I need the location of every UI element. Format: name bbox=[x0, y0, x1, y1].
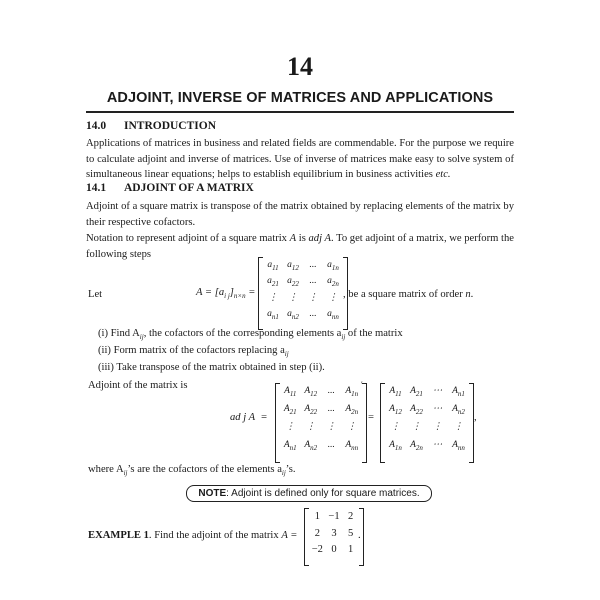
be-square-text: , be a square matrix of order bbox=[343, 289, 463, 300]
title-rule bbox=[86, 111, 514, 113]
order-symbol: n bbox=[465, 289, 471, 300]
section-number: 14.0 bbox=[86, 120, 107, 132]
matrix-cell: $A_{22}$ bbox=[410, 404, 423, 416]
matrix-cell: ... bbox=[327, 440, 335, 450]
matrix-cell: ... bbox=[327, 404, 335, 414]
matrix-cell: 5 bbox=[348, 527, 354, 539]
matrix-cell: ⋮ bbox=[268, 292, 278, 303]
step-subscript: ij bbox=[284, 350, 289, 358]
section-title: INTRODUCTION bbox=[124, 120, 217, 132]
matrix-cell: ⋯ bbox=[432, 440, 443, 450]
adjoint-definition: Adjoint of a square matrix is transpose of the matrix obtained by replacing elements of the matrix by their respective cofactors. bbox=[86, 201, 514, 228]
matrix-cell: $a_{n2}$ bbox=[287, 308, 299, 321]
cell-subscript: n2 bbox=[291, 312, 299, 321]
let-label: Let bbox=[88, 289, 103, 300]
matrix-cell: $A_{21}$ bbox=[410, 386, 423, 398]
matrix-cell: ⋮ bbox=[285, 422, 295, 432]
matrix-cell: ... bbox=[309, 276, 317, 287]
matrix-cell: ⋮ bbox=[326, 422, 336, 432]
cell-subscript: 11 bbox=[272, 264, 279, 272]
general-matrix-a bbox=[258, 258, 348, 329]
matrix-cell: ⋮ bbox=[288, 292, 298, 303]
adjoint-intro: Adjoint of the matrix is bbox=[88, 380, 188, 391]
cofactor-matrix bbox=[275, 384, 367, 462]
where-text: ’s are the cofactors of the elements a bbox=[127, 464, 282, 475]
step-3: (iii) Take transpose of the matrix obtained in step (ii). bbox=[98, 362, 325, 373]
matrix-cell: 0 bbox=[331, 544, 337, 556]
example-text: . Find the adjoint of the matrix bbox=[148, 530, 279, 541]
cell-subscript: 12 bbox=[310, 390, 318, 398]
matrix-cell: $a_{22}$ bbox=[287, 276, 299, 289]
matrix-cell: $A_{n1}$ bbox=[452, 386, 465, 398]
section-title: ADJOINT OF A MATRIX bbox=[124, 182, 254, 194]
cell-subscript: nn bbox=[457, 444, 465, 452]
cell-subscript: 1n bbox=[331, 264, 339, 272]
matrix-cell: −2 bbox=[311, 544, 323, 556]
matrix-cell: $a_{1n}$ bbox=[327, 260, 339, 272]
matrix-cell: $A_{11}$ bbox=[284, 386, 297, 398]
notation-text: is bbox=[298, 233, 306, 244]
matrix-cell: ... bbox=[309, 308, 317, 319]
step-subscript: ij bbox=[341, 333, 346, 341]
cell-subscript: 22 bbox=[310, 408, 318, 416]
matrix-cell: ⋮ bbox=[411, 422, 422, 432]
cell-subscript: nn bbox=[331, 312, 339, 321]
lhs-subscript: i j bbox=[224, 292, 230, 300]
matrix-cell: $a_{2n}$ bbox=[327, 276, 339, 289]
cell-subscript: 2n bbox=[415, 444, 423, 452]
adj-label: ad j A = bbox=[230, 412, 268, 423]
matrix-cell: ⋮ bbox=[432, 422, 443, 432]
matrix-cell: 2 bbox=[314, 527, 320, 539]
cell-subscript: 11 bbox=[289, 390, 297, 398]
step-2 bbox=[98, 345, 289, 358]
period: . bbox=[358, 530, 361, 541]
matrix-cell: $A_{12}$ bbox=[304, 386, 318, 398]
where-text: ’s. bbox=[285, 464, 296, 475]
matrix-cell: ⋮ bbox=[347, 422, 357, 432]
notation-symbol: A bbox=[289, 233, 297, 244]
intro-text: Applications of matrices in business and related fields are commendable. For the purpose we require to calculate adjoint and inverse of matrices. Use of inverse of matrices make easy to solve system of simultaneous linear equations; helps to establish equilibrium in business activities bbox=[86, 138, 514, 180]
matrix-cell: $A_{nn}$ bbox=[452, 440, 465, 452]
matrix-cell: $a_{n1}$ bbox=[267, 308, 279, 321]
matrix-cell: 2 bbox=[348, 511, 354, 522]
step-subscript: ij bbox=[139, 333, 144, 341]
matrix-cell: $A_{2n}$ bbox=[410, 440, 423, 452]
matrix-cell: 1 bbox=[348, 544, 354, 556]
section-heading-intro bbox=[86, 120, 216, 132]
cell-subscript: 12 bbox=[394, 408, 402, 416]
matrix-cell: $A_{11}$ bbox=[389, 386, 402, 398]
section-heading-adjoint bbox=[86, 182, 254, 194]
matrix-cell: −1 bbox=[328, 511, 340, 522]
cell-subscript: 22 bbox=[415, 408, 423, 416]
equals-sign: = bbox=[368, 412, 374, 423]
matrix-cell: $a_{21}$ bbox=[267, 276, 279, 289]
cell-subscript: nn bbox=[351, 444, 359, 452]
cell-subscript: 1n bbox=[394, 444, 402, 452]
cell-subscript: 21 bbox=[415, 390, 423, 398]
matrix-cell: $a_{12}$ bbox=[287, 260, 299, 272]
where-subscript: ij bbox=[123, 469, 128, 477]
step-text: (ii) Form matrix of the cofactors replacing a bbox=[98, 345, 285, 356]
step-text: , the cofactors of the corresponding elements a bbox=[143, 328, 342, 339]
cell-subscript: n2 bbox=[457, 408, 465, 416]
transpose-matrix bbox=[380, 384, 474, 462]
cell-subscript: n1 bbox=[289, 444, 297, 452]
cell-subscript: n1 bbox=[457, 390, 465, 398]
matrix-definition-lhs: $A = [a_{i j}]_{n\times n}$ = bbox=[196, 287, 256, 300]
matrix-cell: 3 bbox=[331, 527, 337, 539]
matrix-cell: $A_{1n}$ bbox=[345, 386, 359, 398]
section-number: 14.1 bbox=[86, 182, 107, 194]
matrix-cell: ⋮ bbox=[390, 422, 401, 432]
chapter-title: ADJOINT, INVERSE OF MATRICES AND APPLICATIONS bbox=[106, 90, 494, 106]
note-text: : Adjoint is defined only for square matrices. bbox=[226, 488, 420, 499]
matrix-cell: $A_{22}$ bbox=[304, 404, 318, 416]
matrix-cell: 1 bbox=[314, 511, 320, 522]
step-text: (i) Find A bbox=[98, 328, 140, 339]
cell-subscript: 21 bbox=[271, 280, 279, 289]
matrix-cell: $A_{n1}$ bbox=[283, 440, 297, 452]
matrix-cell: ⋮ bbox=[306, 422, 316, 432]
step-1 bbox=[98, 328, 403, 341]
matrix-cell: $A_{nn}$ bbox=[345, 440, 359, 452]
notation-text: Notation to represent adjoint of a square matrix bbox=[86, 233, 287, 244]
where-text: where A bbox=[88, 464, 124, 475]
example-label: EXAMPLE 1 bbox=[88, 530, 149, 541]
matrix-cell: ⋮ bbox=[328, 292, 338, 303]
cell-subscript: 2n bbox=[351, 408, 359, 416]
intro-etc: etc. bbox=[435, 169, 451, 180]
matrix-cell: $A_{n2}$ bbox=[452, 404, 465, 416]
square-matrix-note: , be a square matrix of order n. bbox=[343, 289, 474, 300]
lhs-text: A = [a bbox=[196, 287, 225, 298]
cell-subscript: 12 bbox=[291, 264, 299, 272]
matrix-cell: $A_{2n}$ bbox=[345, 404, 359, 416]
matrix-cell: ⋮ bbox=[453, 422, 464, 432]
cell-subscript: 11 bbox=[395, 390, 402, 398]
matrix-cell: $A_{1n}$ bbox=[389, 440, 402, 452]
note-box bbox=[186, 485, 432, 502]
matrix-cell: $A_{21}$ bbox=[283, 404, 297, 416]
comma: , bbox=[474, 412, 477, 423]
notation-adj: adj A bbox=[308, 233, 331, 244]
example-lhs: A = bbox=[281, 530, 298, 541]
where-line bbox=[88, 464, 296, 477]
matrix-cell: $A_{12}$ bbox=[389, 404, 402, 416]
cell-subscript: n2 bbox=[310, 444, 318, 452]
example-1 bbox=[88, 530, 297, 541]
matrix-cell: ⋯ bbox=[432, 386, 443, 396]
notation-text: . To get adjoint of a matrix, we perform the following steps bbox=[86, 233, 514, 260]
matrix-cell: ... bbox=[327, 386, 335, 396]
cell-subscript: 1n bbox=[351, 390, 359, 398]
matrix-cell: ⋯ bbox=[432, 404, 443, 414]
matrix-cell: $A_{n2}$ bbox=[304, 440, 318, 452]
adj-text: ad j A bbox=[230, 412, 256, 423]
matrix-cell: $a_{nn}$ bbox=[327, 308, 339, 321]
transpose-mark: ′ bbox=[361, 380, 363, 389]
note-label: NOTE bbox=[198, 488, 227, 499]
cell-subscript: 21 bbox=[289, 408, 297, 416]
matrix-cell: ⋮ bbox=[308, 292, 318, 303]
where-subscript: ij bbox=[281, 469, 286, 477]
example-matrix bbox=[304, 509, 364, 565]
matrix-cell: $a_{11}$ bbox=[267, 260, 279, 272]
intro-paragraph bbox=[86, 136, 514, 183]
cell-subscript: 2n bbox=[331, 280, 339, 289]
cell-subscript: n1 bbox=[271, 312, 279, 321]
cell-subscript: 22 bbox=[291, 280, 299, 289]
step-text: of the matrix bbox=[347, 328, 403, 339]
matrix-cell: ... bbox=[309, 260, 317, 270]
lhs-size: n×n bbox=[233, 292, 246, 300]
chapter-number: 14 bbox=[287, 52, 313, 81]
